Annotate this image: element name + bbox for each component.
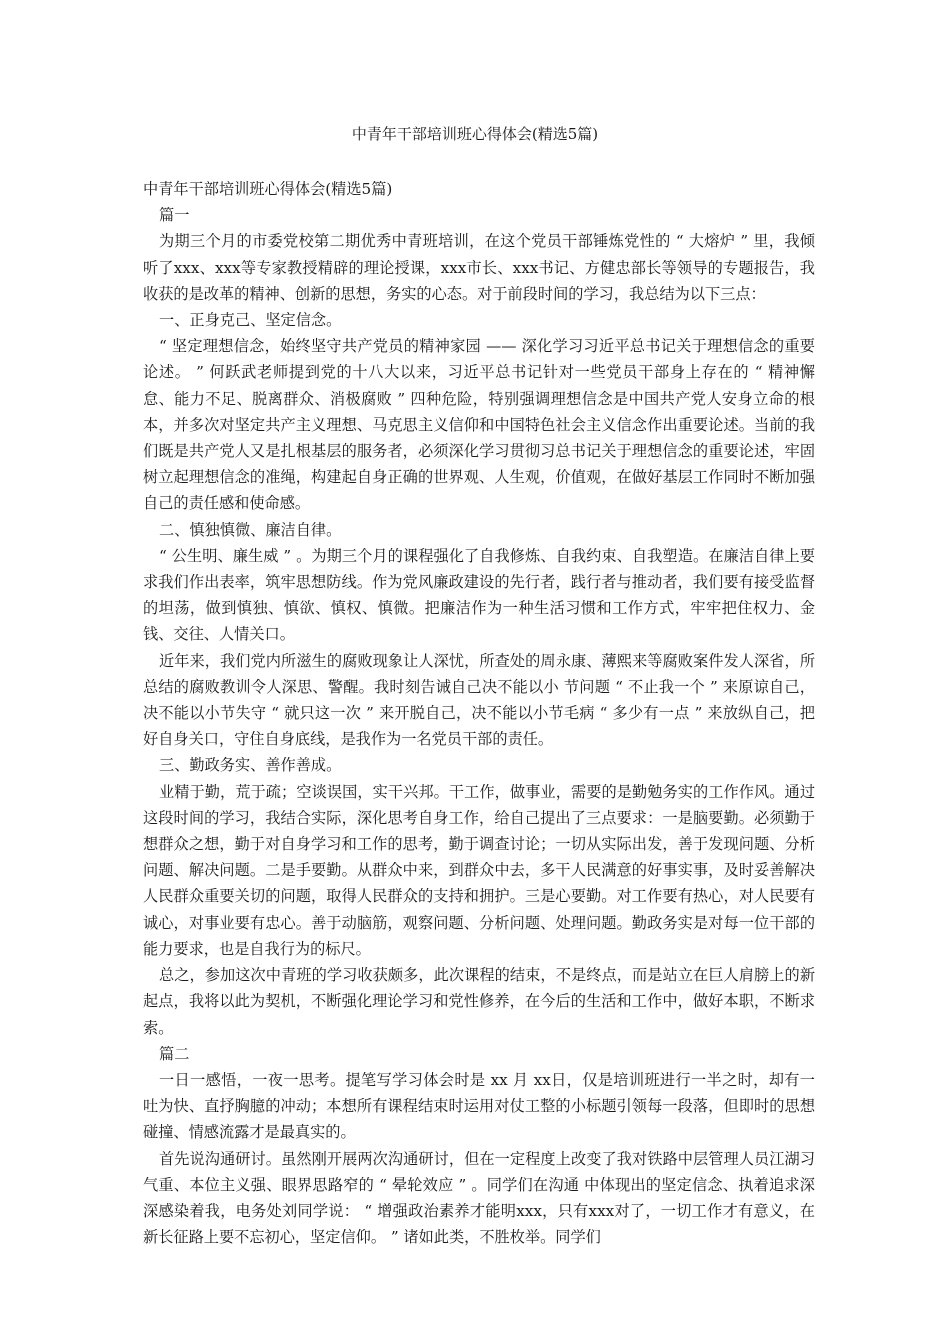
paragraph: 一日一感悟，一夜一思考。提笔写学习体会时是 xx 月 xx日，仅是培训班进行一半之时，却有一吐为快、直抒胸臆的冲动；本想所有课程结束时运用对仗工整的小标题引领每一段落，但即时的思想碰撞、情感流露才是最真实的。 [143, 1070, 815, 1142]
paragraph: 近年来，我们党内所滋生的腐败现象让人深忧，所查处的周永康、薄熙来等腐败案件发人深省，所总结的腐败教训令人深思、警醒。我时刻告诫自己决不能以小 节问题 “ 不止我一个 ” 来原谅自己，决不能以小节失守 “ 就只这一次 ” 来开脱自己，决不能以小节毛病 “ 多少有一点 ” 来放纵自己，把好自身关口，守住自身底线，是我作为一名党员干部的责任。 [143, 651, 815, 749]
paragraph: 首先说沟通研讨。虽然刚开展两次沟通研讨，但在一定程度上改变了我对铁路中层管理人员江湖习气重、本位主义强、眼界思路窄的 “ 晕轮效应 ” 。同学们在沟通 中体现出的坚定信念、执着追求深深感染着我，电务处刘同学说： “ 增强政治素养才能明xxx，只有xxx对了，一切工作才有意义，在新长征路上要不忘初心，坚定信仰。 ” 诸如此类，不胜枚举。同学们 [143, 1149, 815, 1247]
paragraph: 业精于勤，荒于疏；空谈误国，实干兴邦。干工作，做事业，需要的是勤勉务实的工作作风。通过这段时间的学习，我结合实际，深化思考自身工作，给自己提出了三点要求：一是脑要勤。必须勤于想群众之想，勤于对自身学习和工作的思考，勤于调查讨论；一切从实际出发，善于发现问题、分析问题、解决问题。二是手要勤。从群众中来，到群众中去，多干人民满意的好事实事，及时妥善解决人民群众重要关切的问题，取得人民群众的支持和拥护。三是心要勤。对工作要有热心，对人民要有诚心，对事业要有忠心。善于动脑筋，观察问题、分析问题、处理问题。勤政务实是对每一位干部的能力要求，也是自我行为的标尺。 [143, 782, 815, 958]
section-heading: 三、勤政务实、善作善成。 [159, 756, 342, 775]
paragraph: “ 坚定理想信念，始终坚守共产党员的精神家园 —— 深化学习习近平总书记关于理想信念的重要论述。 ” 何跃武老师提到党的十八大以来，习近平总书记针对一些党员干部身上存在的 “ 精神懈怠、能力不足、脱离群众、消极腐败 ” 四种危险，特别强调理想信念是中国共产党人安身立命的根本，并多次对坚定共产主义理想、马克思主义信仰和中国特色社会主义信念作出重要论述。当前的我们既是共产党人又是扎根基层的服务者，必须深化学习贯彻习总书记关于理想信念的重要论述，牢固树立起理想信念的准绳，构建起自身正确的世界观、人生观，价值观，在做好基层工作同时不断加强自己的责任感和使命感。 [143, 337, 815, 513]
document-body [143, 176, 815, 1250]
paragraph: 总之，参加这次中青班的学习收获颇多，此次课程的结束，不是终点，而是站立在巨人肩膀上的新起点，我将以此为契机，不断强化理论学习和党性修养，在今后的生活和工作中，做好本职，不断求索。 [143, 966, 815, 1037]
section-heading: 篇二 [159, 1044, 190, 1063]
section-heading: 篇一 [159, 206, 190, 225]
paragraph: “ 公生明、廉生威 ” 。为期三个月的课程强化了自我修炼、自我约束、自我塑造。在廉洁自律上要求我们作出表率，筑牢思想防线。作为党风廉政建设的先行者，践行者与推动者，我们要有接受监督的坦荡，做到慎独、慎欲、慎权、慎微。把廉洁作为一种生活习惯和工作方式，牢牢把住权力、金钱、交往、人情关口。 [143, 546, 815, 644]
document-title: 中青年干部培训班心得体会(精选5篇) [351, 125, 599, 143]
document-subtitle: 中青年干部培训班心得体会(精选5篇) [143, 180, 393, 198]
paragraph: 为期三个月的市委党校第二期优秀中青班培训，在这个党员干部锤炼党性的 “ 大熔炉 ” 里，我倾听了xxx、xxx等专家教授精辟的理论授课，xxx市长、xxx书记、方健忠部长等领导的专题报告，我收获的是改革的精神、创新的思想，务实的心态。对于前段时间的学习，我总结为以下三点： [143, 232, 815, 303]
section-heading: 二、慎独慎微、廉洁自律。 [159, 520, 342, 539]
section-heading: 一、正身克己、坚定信念。 [159, 311, 342, 330]
